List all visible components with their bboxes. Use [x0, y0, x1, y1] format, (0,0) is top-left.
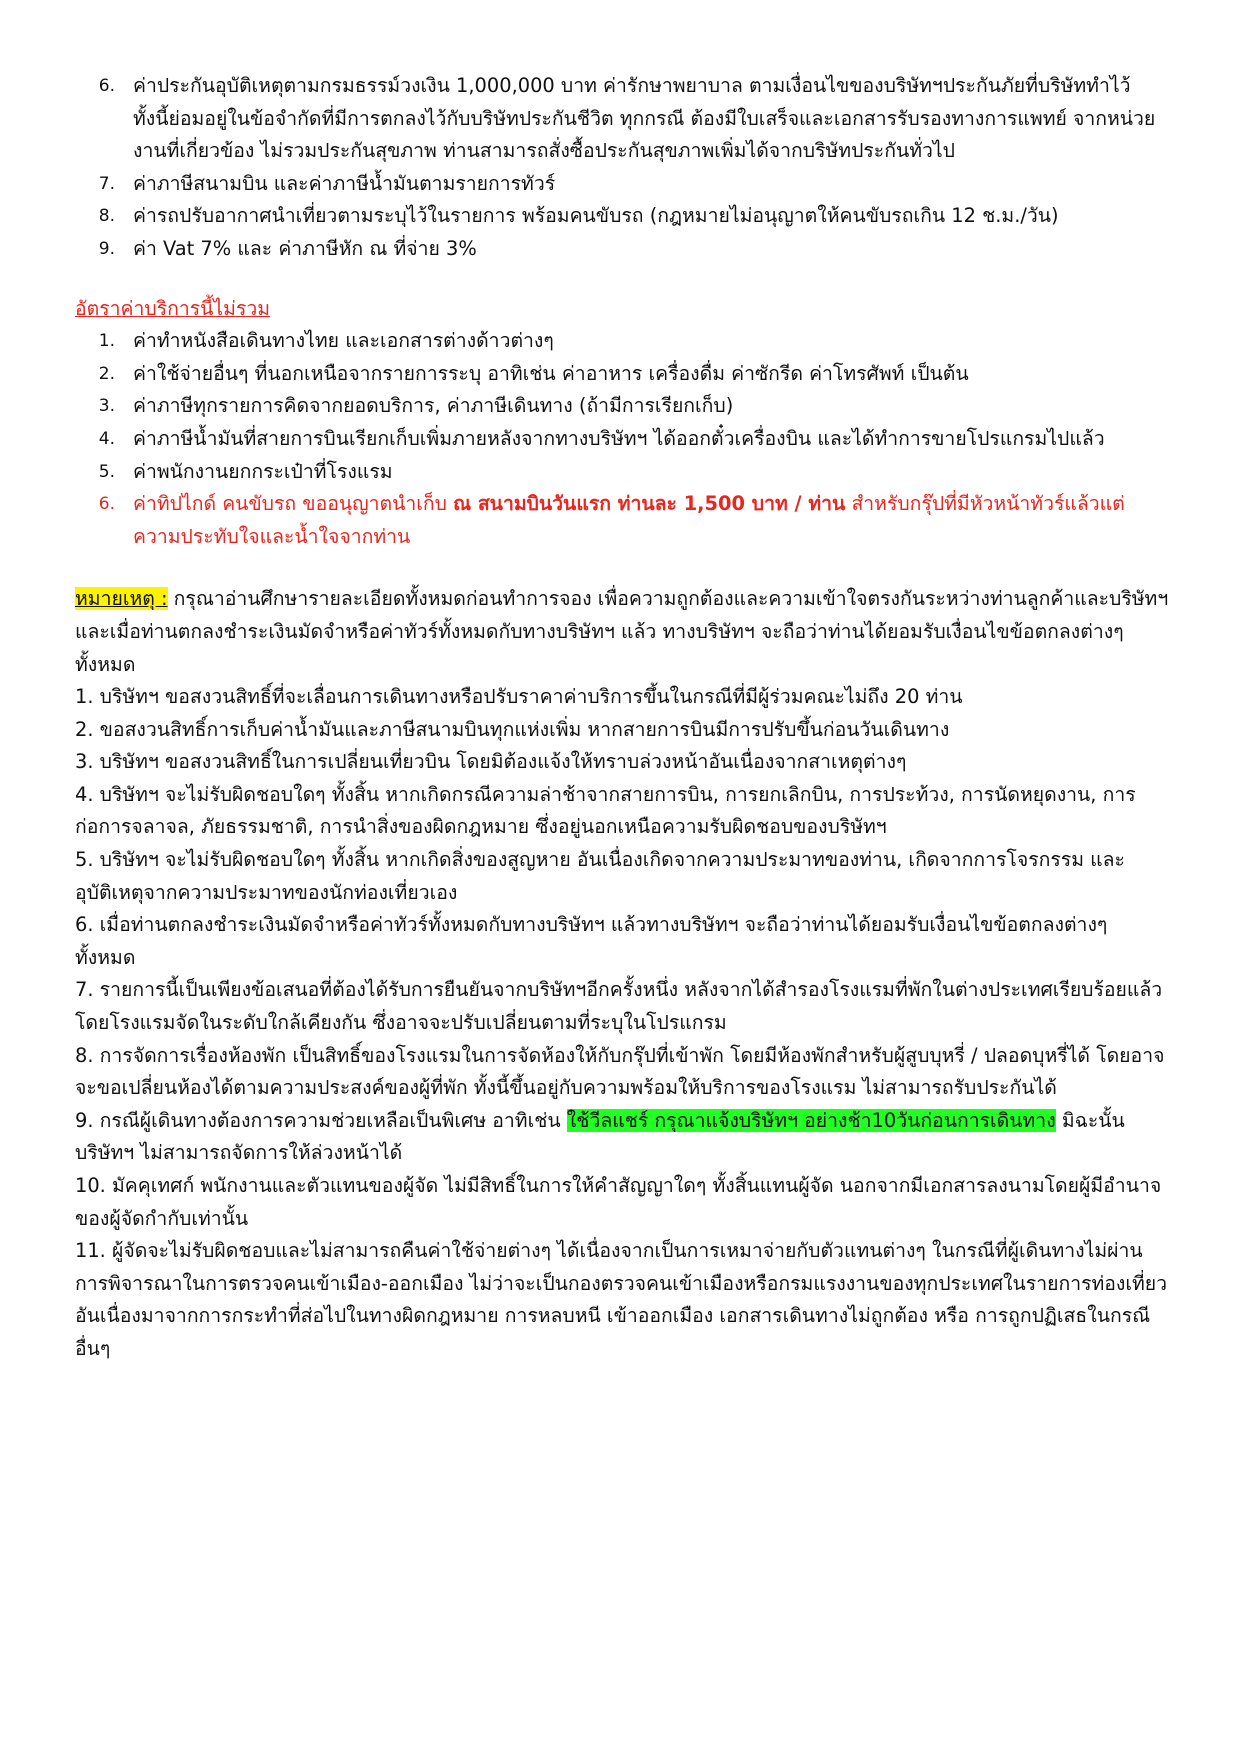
note-item: 1. บริษัทฯ ขอสงวนสิทธิ์ที่จะเลื่อนการเดินทางหรือปรับราคาค่าบริการขึ้นในกรณีที่มีผู้ร่วมคณะไม่ถึง 20 ท่าน: [75, 685, 963, 709]
list-item-number: 9.: [98, 238, 115, 259]
notes-intro-text: กรุณาอ่านศึกษารายละเอียดทั้งหมดก่อนทำการจอง เพื่อความถูกต้องและความเข้าใจตรงกันระหว่างท่านลูกค้าและบริษัทฯ และเมื่อท่านตกลงชำระเงินมัดจำหรือค่าทัวร์ทั้งหมดกับทางบริษัทฯ แล้ว ทางบริษัทฯ จะถือว่าท่านได้ยอมรับเงื่อนไขข้อตกลงต่างๆ ทั้งหมด: [75, 587, 1169, 676]
list-item-number: 4.: [98, 428, 115, 449]
tip-text: [133, 488, 1170, 553]
note-item-wheelchair: [75, 1105, 1170, 1170]
list-item-text: ค่าใช้จ่ายอื่นๆ ที่นอกเหนือจากรายการระบุ อาทิเช่น ค่าอาหาร เครื่องดื่ม ค่าซักรีด ค่าโทรศัพท์ เป็นต้น: [133, 361, 969, 385]
list-item-text: ค่าภาษีทุกรายการคิดจากยอดบริการ, ค่าภาษีเดินทาง (ถ้ามีการเรียกเก็บ): [133, 394, 734, 418]
note-item: 8. การจัดการเรื่องห้องพัก เป็นสิทธิ์ของโรงแรมในการจัดห้องให้กับกรุ๊ปที่เข้าพัก โดยมีห้องพักสำหรับผู้สูบบุหรี่ / ปลอดบุหรี่ได้ โดยอาจจะขอเปลี่ยนห้องได้ตามความประสงค์ของผู้ที่พัก ทั้งนี้ขึ้นอยู่กับความพร้อมให้บริการของโรงแรม ไม่สามารถรับประกันได้: [75, 1043, 1165, 1100]
list-item-number: 7.: [98, 173, 115, 194]
list-item-text: ค่าภาษีน้ำมันที่สายการบินเรียกเก็บเพิ่มภายหลังจากทางบริษัทฯ ได้ออกตั๋วเครื่องบิน และได้ทำการขายโปรแกรมไปแล้ว: [133, 426, 1105, 450]
list-item: [75, 325, 1170, 358]
list-item-text: ค่าทำหนังสือเดินทางไทย และเอกสารต่างด้าวต่างๆ: [133, 329, 554, 353]
list-item-text: ค่าภาษีสนามบิน และค่าภาษีน้ำมันตามรายการทัวร์: [133, 171, 556, 195]
list-item-number: 6.: [98, 76, 115, 96]
list-item: [75, 423, 1170, 456]
list-item-number: 3.: [98, 396, 115, 417]
list-item-text: ค่าพนักงานยกกระเป๋าที่โรงแรม: [133, 459, 393, 483]
list-item-text: ค่ารถปรับอากาศนำเที่ยวตามระบุไว้ในรายการ พร้อมคนขับรถ (กฎหมายไม่อนุญาตให้คนขับรถเกิน 12 ช.ม./วัน): [133, 204, 1059, 228]
note-item: 3. บริษัทฯ ขอสงวนสิทธิ์ในการเปลี่ยนเที่ยวบิน โดยมิต้องแจ้งให้ทราบล่วงหน้าอันเนื่องจากสาเหตุต่างๆ: [75, 750, 907, 774]
list-item-number: 5.: [98, 461, 115, 482]
tip-text-pre: ค่าทิปไกด์ คนขับรถ ขออนุญาตนำเก็บ: [133, 492, 454, 516]
included-list: [75, 70, 1170, 266]
list-item: [75, 70, 1170, 168]
note-item: 7. รายการนี้เป็นเพียงข้อเสนอที่ต้องได้รับการยืนยันจากบริษัทฯอีกครั้งหนึ่ง หลังจากได้สำรองโรงแรมที่พักในต่างประเทศเรียบร้อยแล้ว โดยโรงแรมจัดในระดับใกล้เคียงกัน ซึ่งอาจจะปรับเปลี่ยนตามที่ระบุในโปรแกรม: [75, 978, 1163, 1035]
note-item: 11. ผู้จัดจะไม่รับผิดชอบและไม่สามารถคืนค่าใช้จ่ายต่างๆ ได้เนื่องจากเป็นการเหมาจ่ายกับตัวแทนต่างๆ ในกรณีที่ผู้เดินทางไม่ผ่านการพิจารณาในการตรวจคนเข้าเมือง-ออกเมือง ไม่ว่าจะเป็นกองตรวจคนเข้าเมืองหรือกรมแรงงานของทุกประเทศในรายการท่องเที่ยว อันเนื่องมาจากการกระทำที่ส่อไปในทางผิดกฎหมาย การหลบหนี เข้าออกเมือง เอกสารเดินทางไม่ถูกต้อง หรือ การถูกปฏิเสธในกรณีอื่นๆ: [75, 1239, 1168, 1360]
list-item-text: ค่าประกันอุบัติเหตุตามกรมธรรม์วงเงิน 1,000,000 บาท ค่ารักษาพยาบาล ตามเงื่อนไขของบริษัทฯประกันภัยที่บริษัททำไว้ ทั้งนี้ย่อมอยู่ในข้อจำกัดที่มีการตกลงไว้กับบริษัทประกันชีวิต ทุกกรณี ต้องมีใบเสร็จและเอกสารรับรองทางการแพทย์ จากหน่วยงานที่เกี่ยวข้อง ไม่รวมประกันสุขภาพ ท่านสามารถสั่งซื้อประกันสุขภาพเพิ่มได้จากบริษัทประกันทั่วไป: [133, 74, 1156, 163]
list-item-number: 1.: [98, 331, 115, 352]
list-item: [75, 168, 1170, 201]
excluded-list: [75, 325, 1170, 553]
note-item-text: มิฉะนั้นบริษัทฯ ไม่สามารถจัดการให้ล่วงหน้าได้: [75, 1108, 1125, 1165]
note-item: 4. บริษัทฯ จะไม่รับผิดชอบใดๆ ทั้งสิ้น หากเกิดกรณีความล่าช้าจากสายการบิน, การยกเลิกบิน, การประท้วง, การนัดหยุดงาน, การก่อการจลาจล, ภัยธรรมชาติ, การนำสิ่งของผิดกฎหมาย ซึ่งอยู่นอกเหนือความรับผิดชอบของบริษัทฯ: [75, 782, 1136, 839]
note-item: 6. เมื่อท่านตกลงชำระเงินมัดจำหรือค่าทัวร์ทั้งหมดกับทางบริษัทฯ แล้วทางบริษัทฯ จะถือว่าท่านได้ยอมรับเงื่อนไขข้อตกลงต่างๆ ทั้งหมด: [75, 913, 1108, 969]
list-item-number: 8.: [98, 206, 115, 227]
list-item: [75, 233, 1170, 266]
list-item: [75, 390, 1170, 423]
tip-list-item: [75, 488, 1170, 553]
tip-text-post: สำหรับกรุ๊ปที่มีหัวหน้าทัวร์แล้วแต่ความประทับใจและน้ำใจจากท่าน: [133, 492, 1125, 548]
tip-text-bold: ณ สนามบินวันแรก ท่านละ 1,500 บาท / ท่าน: [453, 492, 846, 516]
note-item: 5. บริษัทฯ จะไม่รับผิดชอบใดๆ ทั้งสิ้น หากเกิดสิ่งของสูญหาย อันเนื่องเกิดจากความประมาทของท่าน, เกิดจากการโจรกรรม และ อุบัติเหตุจากความประมาทของนักท่องเที่ยวเอง: [75, 848, 1125, 904]
wheelchair-highlight: ใช้วีลแชร์ กรุณาแจ้งบริษัทฯ อย่างช้า10วันก่อนการเดินทาง: [566, 1108, 1056, 1132]
notes-heading: หมายเหตุ :: [75, 587, 168, 611]
list-item: [75, 456, 1170, 489]
spacer: [75, 553, 1170, 583]
list-item: [75, 358, 1170, 391]
list-item-number: 6.: [98, 494, 115, 515]
document-page: [75, 70, 1170, 1366]
list-item-text: ค่า Vat 7% และ ค่าภาษีหัก ณ ที่จ่าย 3%: [133, 236, 477, 260]
list-item: [75, 200, 1170, 233]
excluded-section-title: อัตราค่าบริการนี้ไม่รวม: [75, 296, 271, 320]
list-item-number: 2.: [98, 363, 115, 384]
note-item: 10. มัคคุเทศก์ พนักงานและตัวแทนของผู้จัด ไม่มีสิทธิ์ในการให้คำสัญญาใดๆ ทั้งสิ้นแทนผู้จัด นอกจากมีเอกสารลงนามโดยผู้มีอำนาจของผู้จัดกำกับเท่านั้น: [75, 1174, 1162, 1230]
notes-intro: [75, 583, 1170, 681]
spacer: [75, 266, 1170, 293]
note-item: 2. ขอสงวนสิทธิ์การเก็บค่าน้ำมันและภาษีสนามบินทุกแห่งเพิ่ม หากสายการบินมีการปรับขึ้นก่อนวันเดินทาง: [75, 717, 950, 741]
note-item-text: 9. กรณีผู้เดินทางต้องการความช่วยเหลือเป็นพิเศษ อาทิเช่น: [75, 1108, 567, 1132]
